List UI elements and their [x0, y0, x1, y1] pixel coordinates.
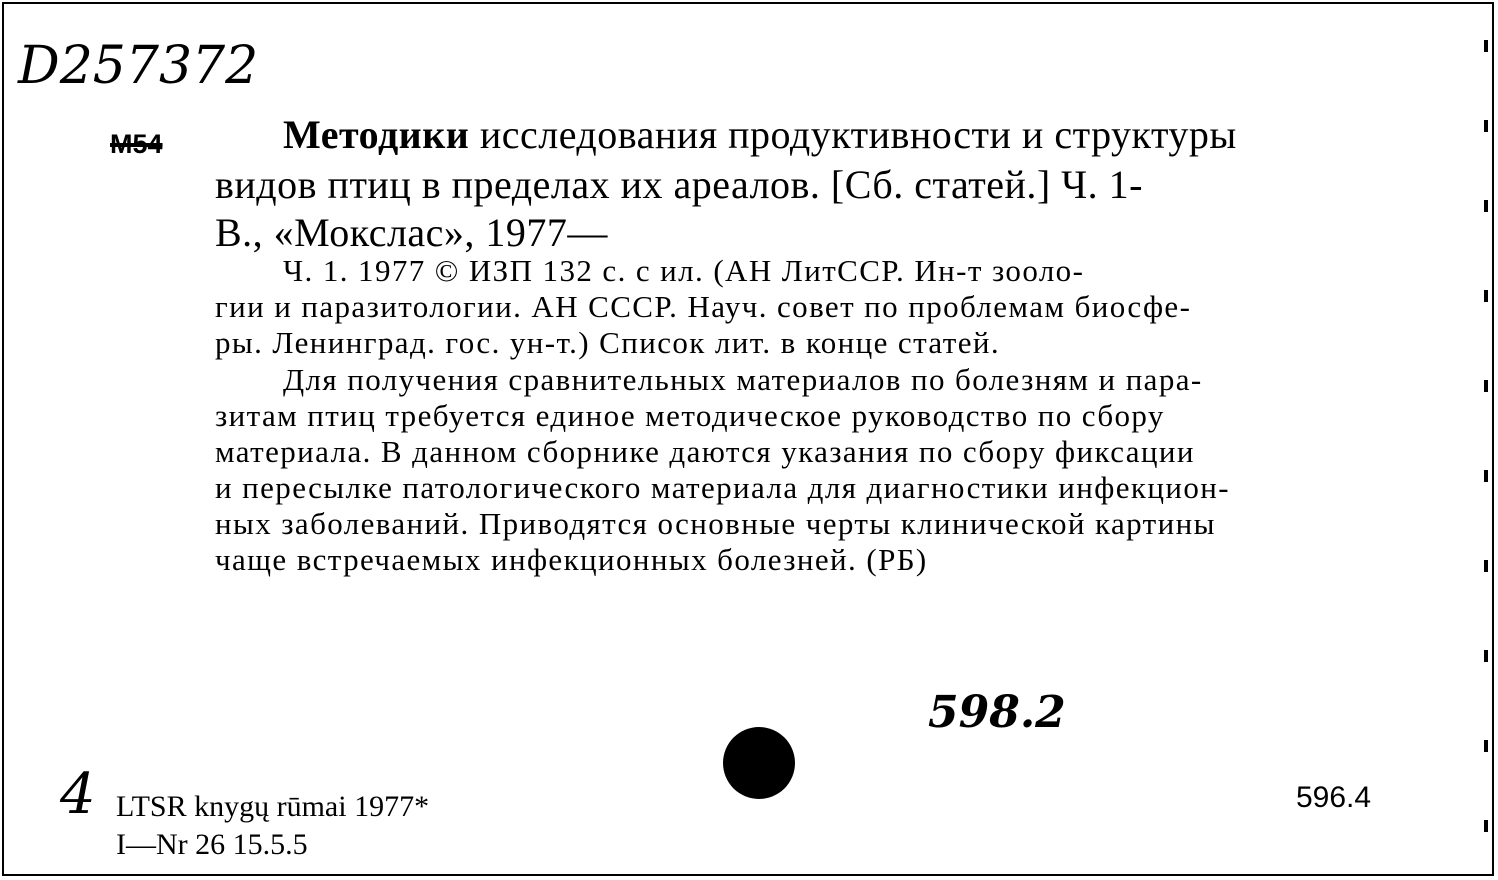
margin-mark: 4	[60, 762, 96, 827]
abstract-line-5: ных заболеваний. Приводятся основные черты клинической картины	[215, 506, 1216, 541]
catalog-number: D257372	[18, 36, 259, 96]
footer-line-1: LTSR knygų rūmai 1977*	[116, 790, 430, 823]
handwritten-class-number: 598.2	[928, 687, 1066, 738]
edge-mark	[1484, 200, 1488, 212]
edge-mark	[1484, 290, 1488, 302]
title-line-3: В., «Мокслас», 1977—	[215, 210, 608, 255]
abstract-line-1: Для получения сравнительных материалов по болезням и пара-	[283, 362, 1203, 397]
edge-mark	[1484, 120, 1488, 132]
edge-mark	[1484, 560, 1488, 572]
edge-mark	[1484, 740, 1488, 752]
edge-mark	[1484, 380, 1488, 392]
edge-mark	[1484, 650, 1488, 662]
punch-hole-dot	[723, 727, 795, 799]
desc-line-1: Ч. 1. 1977 © ИЗП 132 с. с ил. (АН ЛитССР. Ин-т зооло-	[283, 253, 1085, 288]
title-line-2: видов птиц в пределах их ареалов. [Сб. статей.] Ч. 1-	[215, 162, 1143, 207]
printed-class-number: 596.4	[1296, 781, 1372, 814]
abstract-line-6: чаще встречаемых инфекционных болезней. (РБ)	[215, 542, 928, 577]
title-line-1	[283, 112, 1237, 158]
edge-mark	[1484, 820, 1488, 832]
edge-mark	[1484, 40, 1488, 52]
footer-line-2: I—Nr 26 15.5.5	[116, 828, 308, 861]
title-bold: Методики	[283, 112, 470, 157]
desc-line-3: ры. Ленинград. гос. ун-т.) Список лит. в конце статей.	[215, 325, 1000, 360]
abstract-line-3: материала. В данном сборнике даются указания по сбору фиксации	[215, 434, 1195, 469]
abstract-line-4: и пересылке патологического материала для диагностики инфекцион-	[215, 470, 1230, 505]
abstract-line-2: зитам птиц требуется единое методическое руководство по сбору	[215, 398, 1165, 433]
desc-line-2: гии и паразитологии. АН СССР. Науч. совет по проблемам биосфе-	[215, 289, 1192, 324]
title-rest: исследования продуктивности и структуры	[469, 112, 1237, 157]
edge-mark	[1484, 470, 1488, 482]
old-code: M54	[110, 129, 163, 159]
